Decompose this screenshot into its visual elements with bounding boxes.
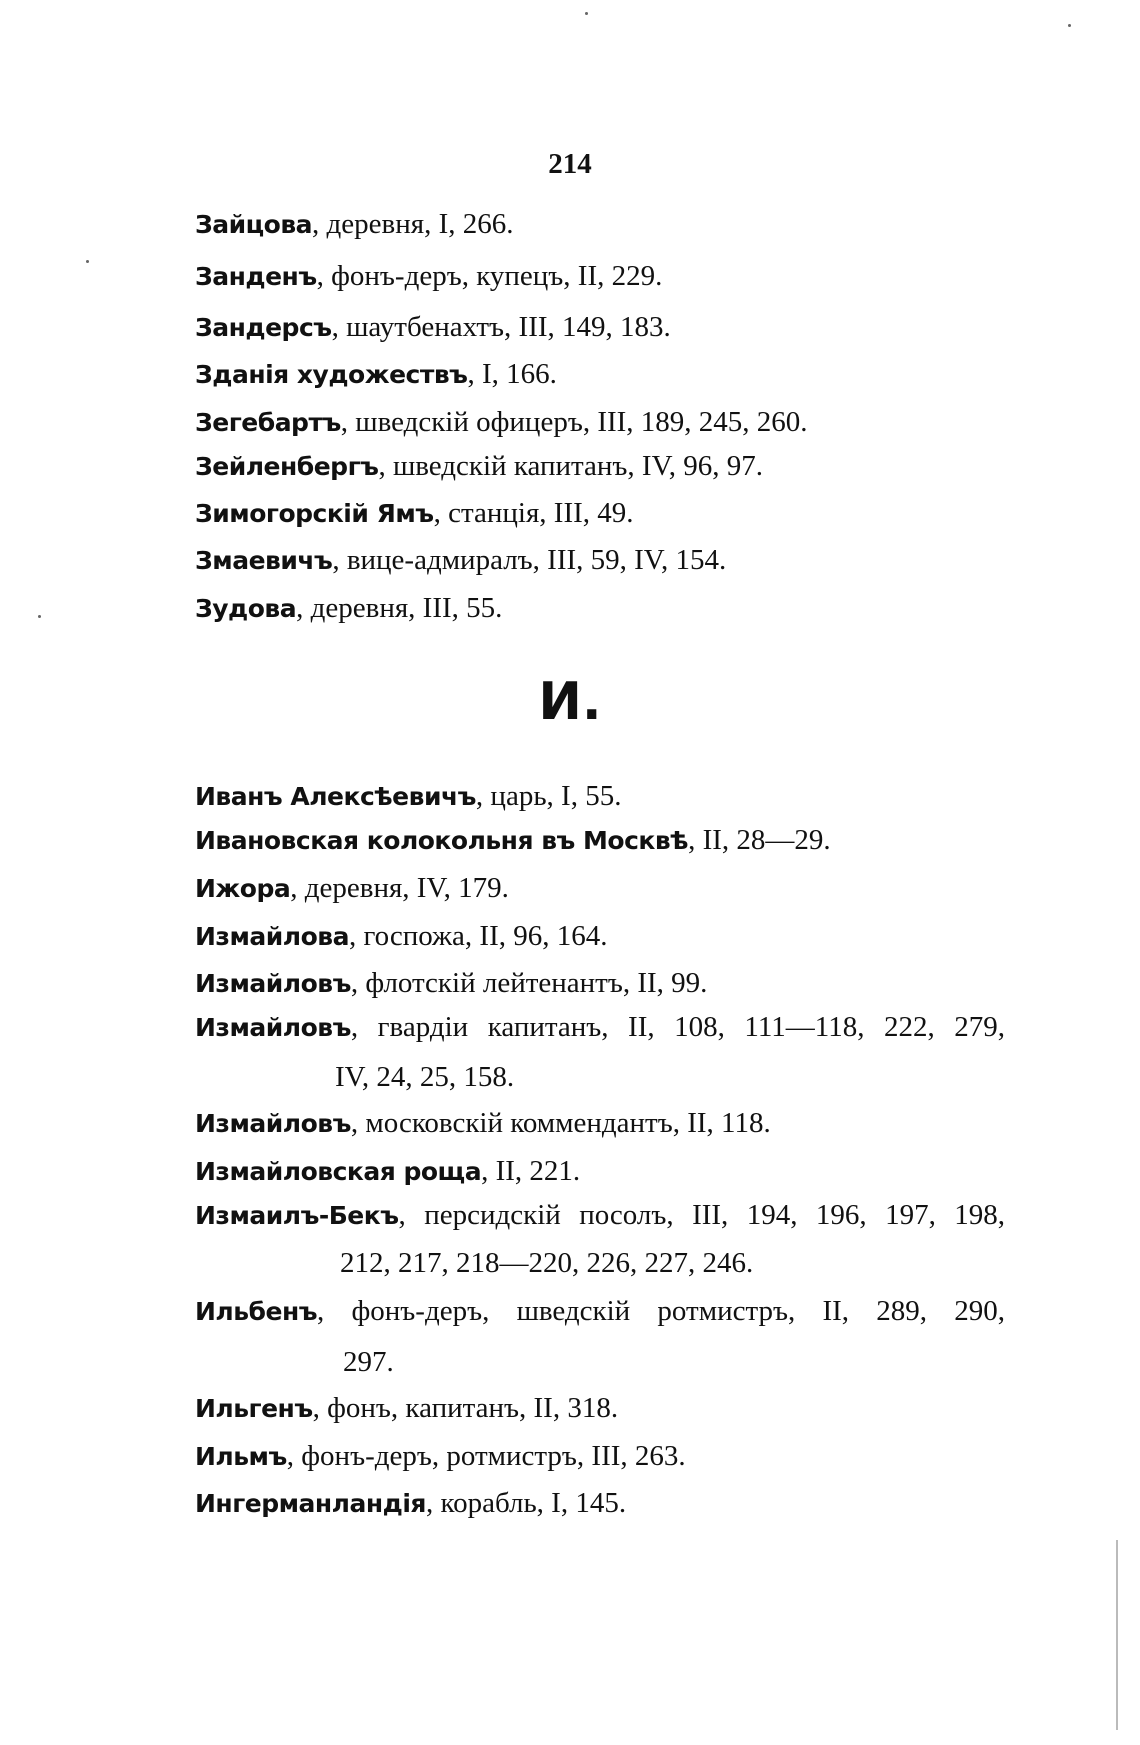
index-entry <box>195 590 502 627</box>
entry-references: , корабль, I, 145. <box>425 1487 627 1519</box>
entry-references: , деревня, IV, 179. <box>290 872 509 904</box>
entry-headword: Ильгенъ <box>195 1394 313 1423</box>
entry-references: , станція, III, 49. <box>433 497 634 529</box>
index-entry <box>195 918 608 955</box>
entry-references: , госпожа, II, 96, 164. <box>348 920 608 952</box>
entry-headword: Измайлова <box>195 922 349 951</box>
entry-headword: Иванъ Алексѣевичъ <box>195 782 476 811</box>
index-entry <box>195 1153 580 1190</box>
entry-headword: Ингерманландія <box>195 1489 426 1518</box>
entry-references: , II, 28—29. <box>688 824 831 856</box>
entry-references: , вице-адмиралъ, III, 59, IV, 154. <box>332 544 727 576</box>
index-entry <box>195 1438 686 1475</box>
entry-headword: Зайцова <box>195 210 313 239</box>
index-entry <box>195 448 763 485</box>
scan-edge-line <box>1116 1540 1118 1730</box>
entry-references: , I, 166. <box>467 358 557 390</box>
entry-headword: Измаилъ-Бекъ <box>195 1201 399 1230</box>
entry-headword: Ильмъ <box>195 1442 287 1471</box>
index-entry <box>195 1197 1005 1234</box>
entry-references: , фонъ-деръ, купецъ, II, 229. <box>316 260 663 292</box>
entry-references: , флотскій лейтенантъ, II, 99. <box>350 967 708 999</box>
entry-references: , шведскій офицеръ, III, 189, 245, 260. <box>340 406 808 438</box>
index-entry <box>195 965 707 1002</box>
entry-headword: Измайловъ <box>195 969 351 998</box>
page-number: 214 <box>548 148 592 180</box>
entry-headword: Занденъ <box>195 262 317 291</box>
entry-headword: Зандерсъ <box>195 313 332 342</box>
entry-headword: Ильбенъ <box>195 1297 318 1326</box>
index-entry <box>195 356 557 393</box>
entry-headword: Змаевичъ <box>195 546 333 575</box>
entry-references: , московскій коммендантъ, II, 118. <box>350 1107 771 1139</box>
entry-continuation-line: 297. <box>343 1346 394 1378</box>
entry-headword: Зудова <box>195 594 297 623</box>
scan-speck <box>38 615 41 618</box>
index-entry <box>195 1105 771 1142</box>
index-entry <box>195 778 621 815</box>
index-entry <box>195 258 662 295</box>
index-entry <box>195 495 634 532</box>
entry-headword: Зегебартъ <box>195 408 341 437</box>
entry-headword: Ижора <box>195 874 291 903</box>
entry-headword: Зданія художествъ <box>195 360 468 389</box>
entry-continuation-line: 212, 217, 218—220, 226, 227, 246. <box>340 1247 754 1279</box>
entry-references: , гвардіи капитанъ, II, 108, 111—118, 222, 279, <box>350 1011 1005 1043</box>
entry-references: , царь, I, 55. <box>475 780 622 812</box>
index-entry <box>195 404 808 441</box>
entry-headword: Измайловская роща <box>195 1157 482 1186</box>
section-letter-heading: И. <box>538 672 602 732</box>
index-entry <box>195 870 509 907</box>
entry-headword: Зейленбергъ <box>195 452 379 481</box>
entry-references: , II, 221. <box>481 1155 581 1187</box>
index-entry <box>195 206 514 243</box>
entry-references: , фонъ-деръ, ротмистръ, III, 263. <box>286 1440 686 1472</box>
index-entry <box>195 1390 618 1427</box>
entry-continuation-line: IV, 24, 25, 158. <box>335 1061 515 1093</box>
entry-references: , деревня, I, 266. <box>312 208 514 240</box>
entry-headword: Зимогорскій Ямъ <box>195 499 434 528</box>
index-entry <box>195 1485 626 1522</box>
index-entry <box>195 822 831 859</box>
entry-headword: Измайловъ <box>195 1109 351 1138</box>
entry-references: , шаутбенахтъ, III, 149, 183. <box>331 311 671 343</box>
index-entry <box>195 1009 1005 1046</box>
entry-references: , персидскій посолъ, III, 194, 196, 197, 198, <box>398 1199 1005 1231</box>
index-entry <box>195 1293 1005 1330</box>
entry-references: , фонъ-деръ, шведскій ротмистръ, II, 289, 290, <box>317 1295 1005 1327</box>
entry-headword: Ивановская колокольня въ Москвѣ <box>195 826 689 855</box>
entry-headword: Измайловъ <box>195 1013 351 1042</box>
index-entry <box>195 542 726 579</box>
index-entry <box>195 309 671 346</box>
scan-speck <box>86 260 89 263</box>
entry-references: , деревня, III, 55. <box>296 592 503 624</box>
entry-references: , шведскій капитанъ, IV, 96, 97. <box>378 450 764 482</box>
entry-references: , фонъ, капитанъ, II, 318. <box>312 1392 619 1424</box>
scan-speck <box>585 12 588 15</box>
scan-speck <box>1068 24 1071 27</box>
